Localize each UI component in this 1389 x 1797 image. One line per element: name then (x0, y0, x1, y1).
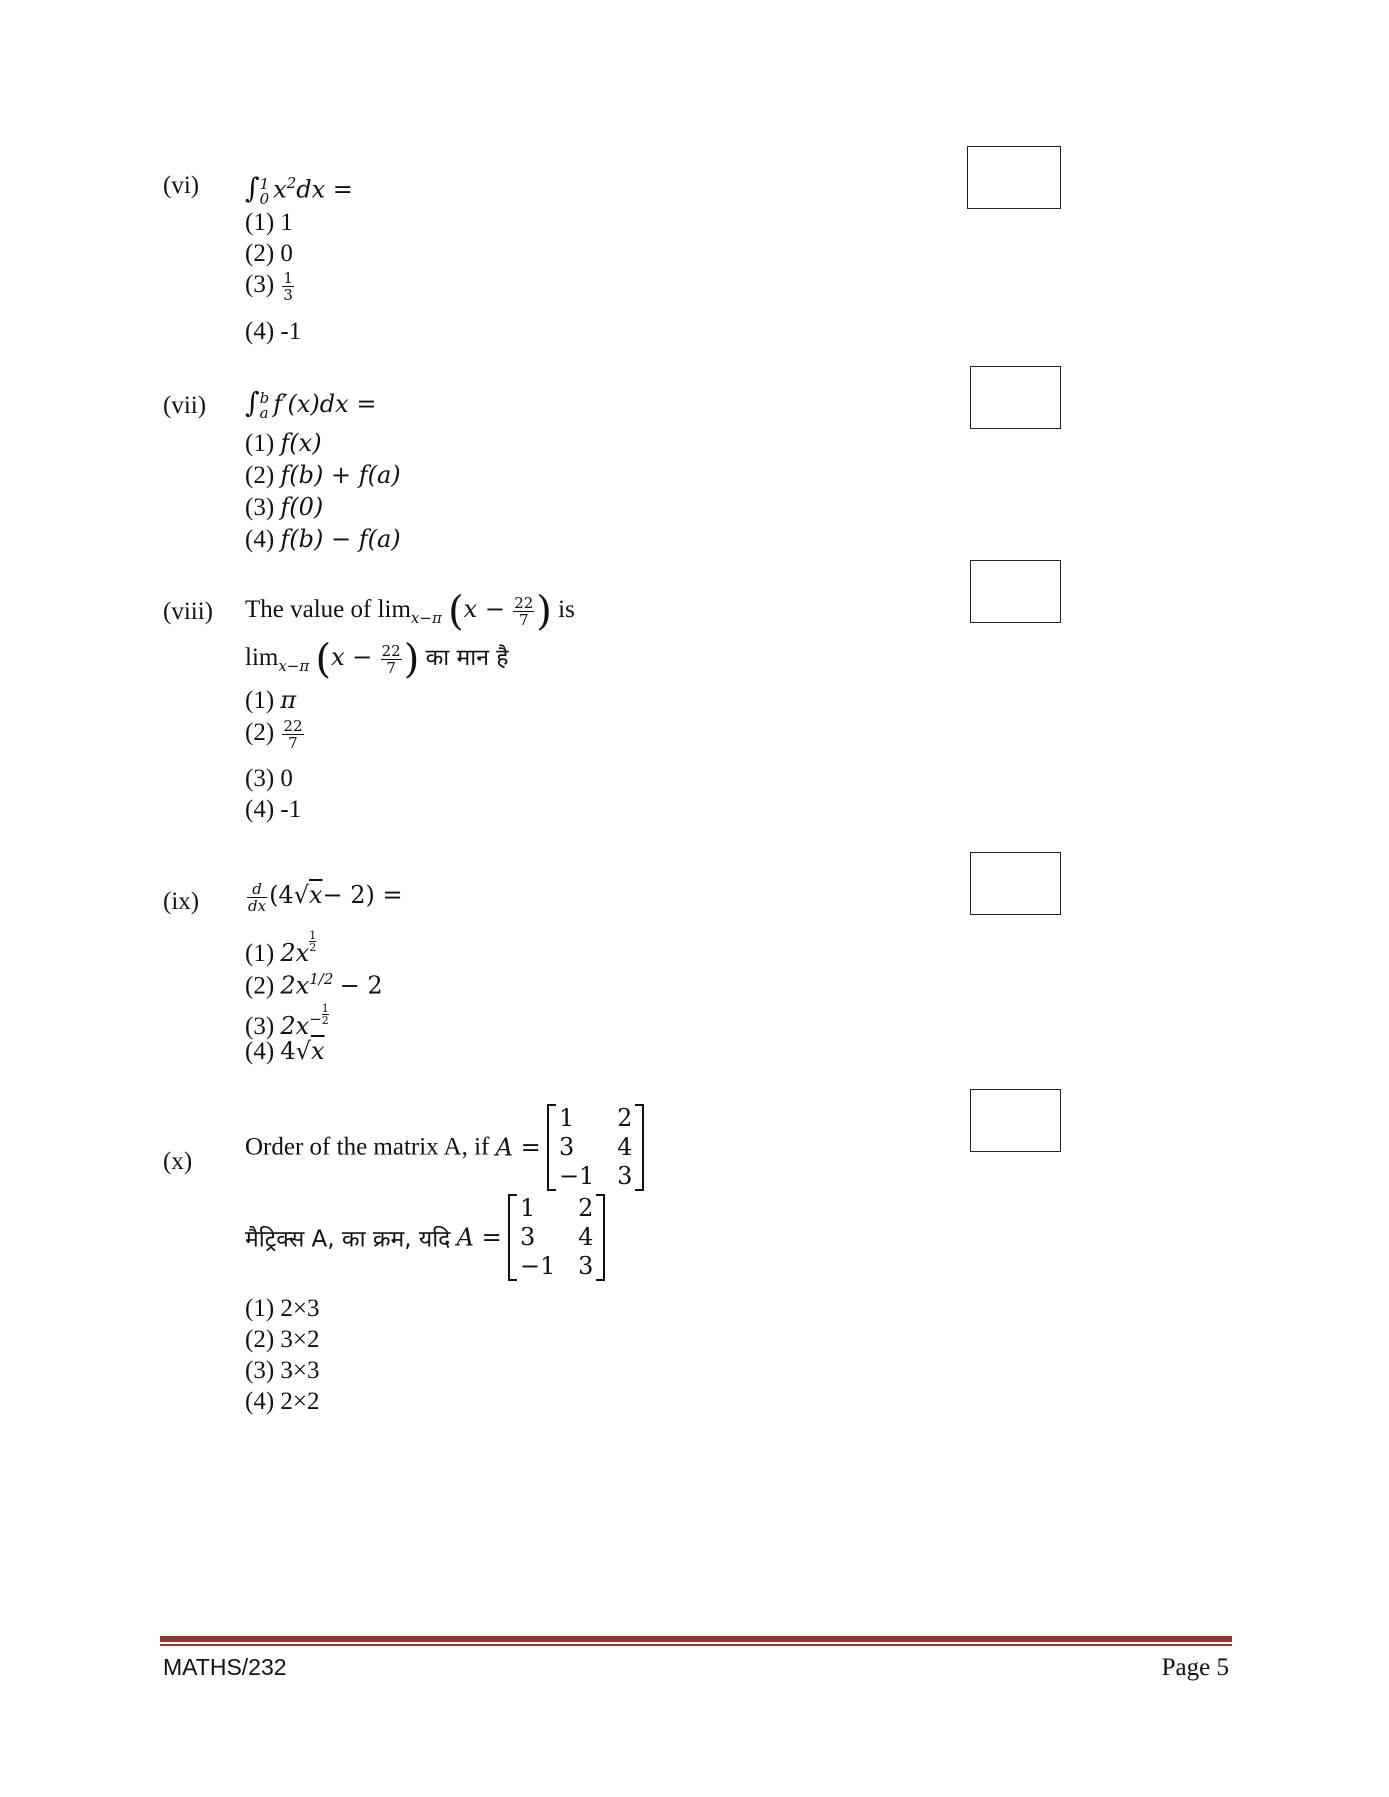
answer-box[interactable] (970, 366, 1061, 429)
option-3: (3) $\frac{1}{3}$ (245, 269, 293, 304)
answer-box[interactable] (970, 560, 1061, 623)
question-stem-en: The value of $\lim_{x-\pi} (x$ − $\frac{22}{7}$ ) is (245, 588, 575, 635)
page-number: Page 5 (1161, 1654, 1229, 1681)
option-4: (4) 2×2 (245, 1388, 320, 1415)
matrix-cell: 3 (578, 1252, 594, 1280)
option-3: (3) 2x− $\frac{1}{2}$ (245, 1002, 329, 1040)
integral-sign: ∫ (245, 171, 260, 205)
option-1: (1) 1 (245, 209, 293, 236)
option-2: (2) 0 (245, 240, 293, 267)
question-number: (x) (163, 1148, 193, 1175)
exponent-fraction: $\frac{1}{2}$ (321, 1002, 329, 1027)
option-1: (1) f(x) (245, 429, 322, 457)
option-4: (4) 4√x (245, 1037, 325, 1065)
option-4: (4) -1 (245, 318, 302, 345)
exponent-fraction: $\frac{1}{2}$ (309, 929, 317, 954)
matrix-cell: 2 (617, 1104, 633, 1132)
question-stem: ∫ b a f′(x)dx = (245, 386, 377, 423)
footer-rule-thin (160, 1644, 1232, 1646)
matrix-cell: 1 (519, 1194, 536, 1222)
option-1: (1) 2×3 (245, 1295, 320, 1322)
matrix-cell: 3 (558, 1133, 575, 1161)
footer-rule (160, 1636, 1232, 1642)
matrix-cell: 4 (617, 1133, 633, 1161)
option-2: (2) $2x^{1/2} - 2$ (245, 970, 383, 1000)
option-4: (4) f(b) − f(a) (245, 525, 401, 553)
matrix-cell: 4 (578, 1223, 594, 1251)
answer-box[interactable] (970, 1089, 1061, 1152)
question-number: (ix) (163, 888, 200, 915)
matrix-cell: 1 (558, 1104, 575, 1132)
question-number: (viii) (163, 598, 213, 625)
fraction: $\frac{1}{3}$ (283, 269, 293, 304)
question-number: (vii) (163, 392, 207, 419)
question-stem-en: Order of the matrix A, if A = 1 2 3 4 −1 3 (245, 1104, 630, 1191)
option-1: (1) 2x $\frac{1}{2}$ (245, 929, 317, 967)
matrix-cell: 3 (617, 1162, 633, 1190)
option-3: (3) 0 (245, 765, 293, 792)
option-3: (3) 3×3 (245, 1357, 320, 1384)
question-number: (vi) (163, 172, 200, 199)
question-stem: ∫ 1 0 $x^2dx$ = (245, 171, 353, 208)
question-stem-hi: मैट्रिक्स A, का क्रम, यदि A = 1 2 3 4 −1 3 (245, 1194, 591, 1281)
fraction: $\frac{22}{7}$ (283, 717, 303, 752)
option-2: (2) f(b) + f(a) (245, 461, 401, 489)
matrix-cell: −1 (519, 1252, 556, 1280)
question-stem: $\frac{d}{dx}$ (4√x− 2) = (248, 879, 403, 915)
option-3: (3) f(0) (245, 493, 324, 521)
answer-box[interactable] (967, 146, 1061, 209)
answer-box[interactable] (970, 852, 1061, 915)
option-1: (1) π (245, 686, 297, 714)
integral-limits: 1 0 (259, 174, 270, 208)
matrix-cell: −1 (558, 1162, 595, 1190)
fraction: $\frac{22}{7}$ (381, 641, 401, 677)
matrix-cell: 2 (578, 1194, 594, 1222)
fraction: $\frac{22}{7}$ (514, 593, 534, 629)
matrix (508, 1194, 605, 1281)
option-2: (2) 3×2 (245, 1326, 320, 1353)
integral-sign: ∫ (245, 386, 260, 419)
question-stem-hi: $\lim_{x-\pi} (x$ − $\frac{22}{7}$ ) का मान है (245, 636, 509, 683)
integral-limits: b a (259, 389, 270, 423)
derivative-fraction: $\frac{d}{dx}$ (248, 879, 267, 915)
footer-course-code: MATHS/232 (163, 1654, 287, 1680)
option-4: (4) -1 (245, 796, 302, 823)
matrix-cell: 3 (519, 1223, 536, 1251)
matrix (547, 1104, 644, 1191)
option-2: (2) $\frac{22}{7}$ (245, 717, 303, 752)
